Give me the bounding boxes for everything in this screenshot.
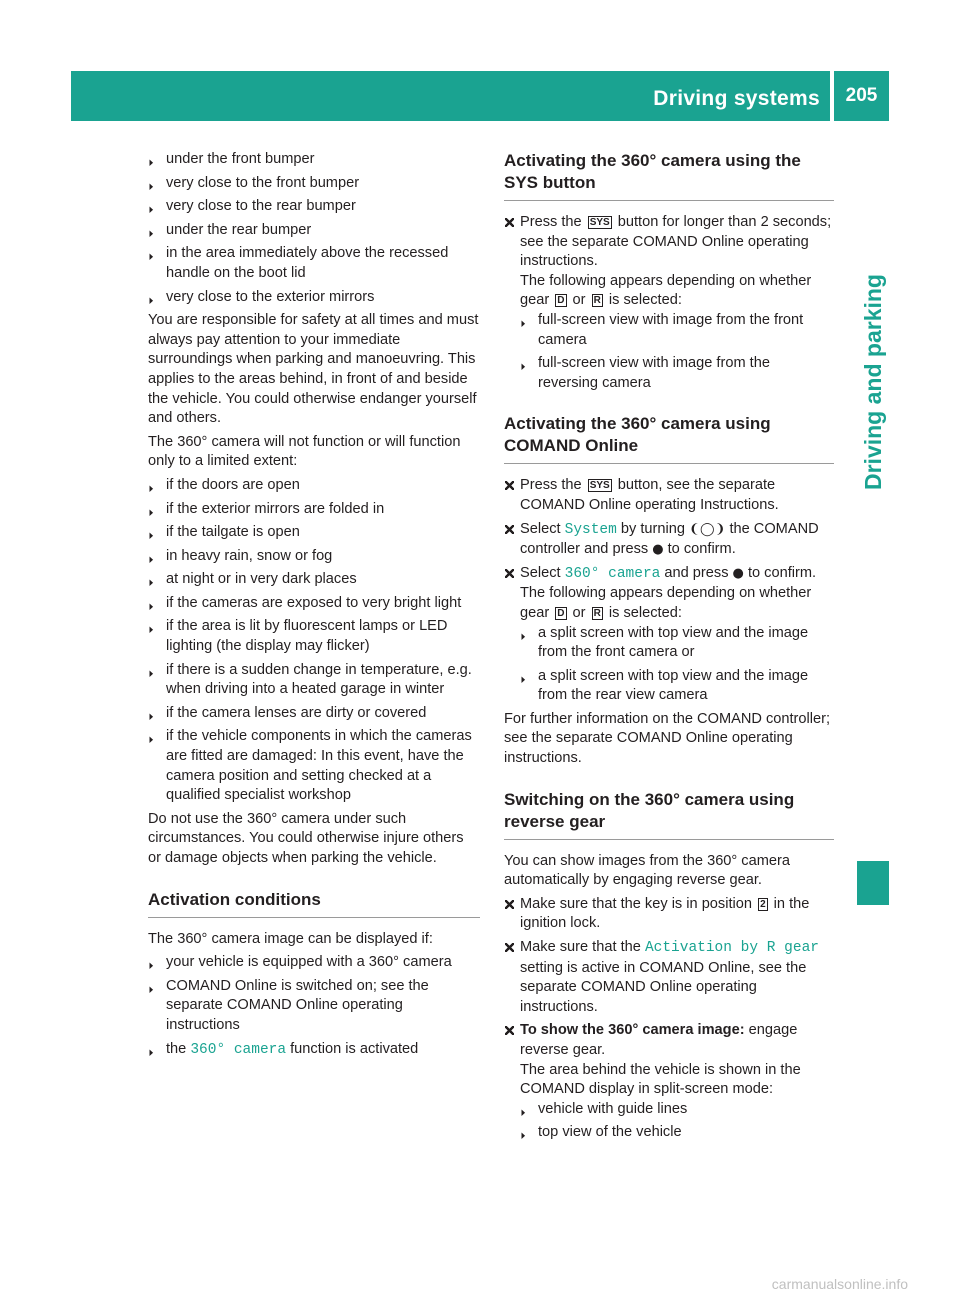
list-item: ▶ under the front bumper bbox=[148, 150, 480, 170]
text: to confirm. bbox=[743, 564, 817, 581]
instruction-step bbox=[504, 213, 834, 393]
section-title: Driving systems bbox=[653, 87, 820, 110]
list-item: ▶ very close to the rear bumper bbox=[148, 197, 480, 217]
paragraph: You can show images from the 360° camera automatically by engaging reverse gear. bbox=[504, 852, 790, 889]
press-controller-icon: ● bbox=[652, 542, 664, 558]
menu-term: 360° camera bbox=[564, 565, 661, 582]
list-item: ▶ your vehicle is equipped with a 360° camera bbox=[148, 953, 480, 973]
paragraph: You are responsible for safety at all times and must always pay attention to your immediate surroundings when parking and manoeuvring. This applies to the areas behind, in front of and beside the vehicle. You could otherwise endanger yourself and others. bbox=[148, 312, 479, 427]
side-tab-label: Driving and parking bbox=[860, 274, 886, 490]
heading-comand-online: Activating the 360° camera using COMAND Online bbox=[504, 413, 834, 464]
text: Make sure that the key is in position bbox=[520, 895, 757, 912]
text: or bbox=[568, 292, 590, 309]
instruction-step bbox=[504, 564, 834, 706]
text: The following appears depending on whether gear bbox=[520, 272, 812, 309]
paragraph: Do not use the 360° camera under such circumstances. You could otherwise injure others or damage objects when parking the vehicle. bbox=[148, 810, 464, 866]
heading-activation-conditions: Activation conditions bbox=[148, 889, 480, 918]
text: Press the bbox=[520, 214, 586, 230]
press-controller-icon: ● bbox=[732, 565, 744, 581]
text: Press the bbox=[520, 477, 586, 494]
list-item: ▶ at night or in very dark places bbox=[148, 570, 480, 590]
key-position-icon: 2 bbox=[760, 898, 766, 910]
list-item: ▶ a split screen with top view and the image from the rear view camera bbox=[520, 667, 834, 706]
bold-text: To show the 360° camera image: bbox=[520, 1022, 745, 1039]
text: the bbox=[166, 1040, 191, 1057]
text: button, see the separate COMAND Online operating Instructions. bbox=[520, 477, 779, 513]
list-item bbox=[148, 1040, 480, 1061]
paragraph: For further information on the COMAND controller; see the separate COMAND Online operating instructions. bbox=[504, 710, 831, 767]
gear-d-icon: D bbox=[557, 607, 565, 619]
list-item: ▶ in the area immediately above the recessed handle on the boot lid bbox=[148, 244, 480, 283]
list-item: ▶ very close to the exterior mirrors bbox=[148, 288, 480, 308]
list-item: ▶ under the rear bumper bbox=[148, 221, 480, 241]
instruction-step bbox=[504, 895, 834, 934]
list-item: ▶ in heavy rain, snow or fog bbox=[148, 547, 480, 567]
menu-term: 360° camera bbox=[190, 1041, 287, 1058]
list-item: ▶ if the area is lit by fluorescent lamps or LED lighting (the display may flicker) bbox=[148, 617, 480, 656]
list-item: ▶ a split screen with top view and the image from the front camera or bbox=[520, 624, 834, 663]
watermark: carmanualsonline.info bbox=[771, 1276, 908, 1292]
text: button for longer than 2 seconds; see the separate COMAND Online operating instructions. bbox=[520, 214, 832, 270]
instruction-step bbox=[504, 476, 834, 515]
heading-sys-button: Activating the 360° camera using the SYS button bbox=[504, 150, 834, 201]
list-item: ▶ full-screen view with image from the front camera bbox=[520, 311, 834, 350]
text: The area behind the vehicle is shown in the COMAND display in split-screen mode: bbox=[520, 1061, 801, 1098]
text: The following appears depending on whether gear bbox=[520, 585, 812, 621]
page-number: 205 bbox=[834, 71, 889, 121]
gear-r-icon: R bbox=[593, 607, 601, 619]
text: engage reverse gear. bbox=[520, 1022, 798, 1058]
list-item: ▶ if the exterior mirrors are folded in bbox=[148, 500, 480, 520]
turn-controller-icon: ❨◯❩ bbox=[689, 521, 726, 537]
left-column bbox=[148, 150, 480, 1064]
menu-term: Activation by R gear bbox=[644, 940, 819, 957]
heading-reverse-gear: Switching on the 360° camera using reverse gear bbox=[504, 789, 834, 840]
paragraph: The 360° camera image can be displayed if: bbox=[148, 930, 433, 947]
list-item: ▶ if the vehicle components in which the cameras are fitted are damaged: In this event, have the camera position and setting checked at a qualified specialist workshop bbox=[148, 727, 480, 805]
instruction-step bbox=[504, 520, 834, 560]
menu-term: System bbox=[564, 521, 617, 538]
text: and press bbox=[660, 564, 733, 581]
text: setting is active in COMAND Online, see the separate COMAND Online operating instructions. bbox=[520, 959, 807, 1015]
gear-d-icon: D bbox=[557, 295, 565, 307]
list-item: ▶ if the doors are open bbox=[148, 476, 480, 496]
text: the COMAND controller and press bbox=[520, 520, 819, 558]
right-column bbox=[504, 150, 834, 1147]
list-item: ▶ if the cameras are exposed to very bright light bbox=[148, 594, 480, 614]
text: Select bbox=[520, 520, 565, 537]
text: Select bbox=[520, 564, 565, 581]
sys-key-icon: SYS bbox=[589, 480, 610, 492]
text: in the ignition lock. bbox=[520, 895, 810, 932]
text: Make sure that the bbox=[520, 939, 645, 956]
list-item: ▶ top view of the vehicle bbox=[520, 1123, 834, 1143]
text: is selected: bbox=[604, 292, 682, 309]
gear-r-icon: R bbox=[593, 295, 601, 307]
list-item: ▶ if the camera lenses are dirty or covered bbox=[148, 704, 480, 724]
sys-key-icon: SYS bbox=[589, 217, 610, 228]
list-item: ▶ if there is a sudden change in temperature, e.g. when driving into a heated garage in winter bbox=[148, 661, 480, 700]
list-item: ▶ if the tailgate is open bbox=[148, 523, 480, 543]
list-item: ▶ vehicle with guide lines bbox=[520, 1100, 834, 1120]
list-item: ▶ COMAND Online is switched on; see the separate COMAND Online operating instructions bbox=[148, 977, 480, 1036]
paragraph: The 360° camera will not function or will function only to a limited extent: bbox=[148, 433, 461, 470]
side-tab-marker bbox=[857, 861, 889, 905]
list-item: ▶ full-screen view with image from the reversing camera bbox=[520, 354, 834, 393]
instruction-step bbox=[504, 938, 834, 1017]
text: by turning bbox=[616, 520, 690, 537]
list-item: ▶ very close to the front bumper bbox=[148, 174, 480, 194]
text: or bbox=[568, 604, 590, 621]
text: function is activated bbox=[286, 1040, 419, 1057]
text: to confirm. bbox=[663, 541, 736, 558]
instruction-step bbox=[504, 1021, 834, 1143]
text: is selected: bbox=[604, 604, 682, 621]
